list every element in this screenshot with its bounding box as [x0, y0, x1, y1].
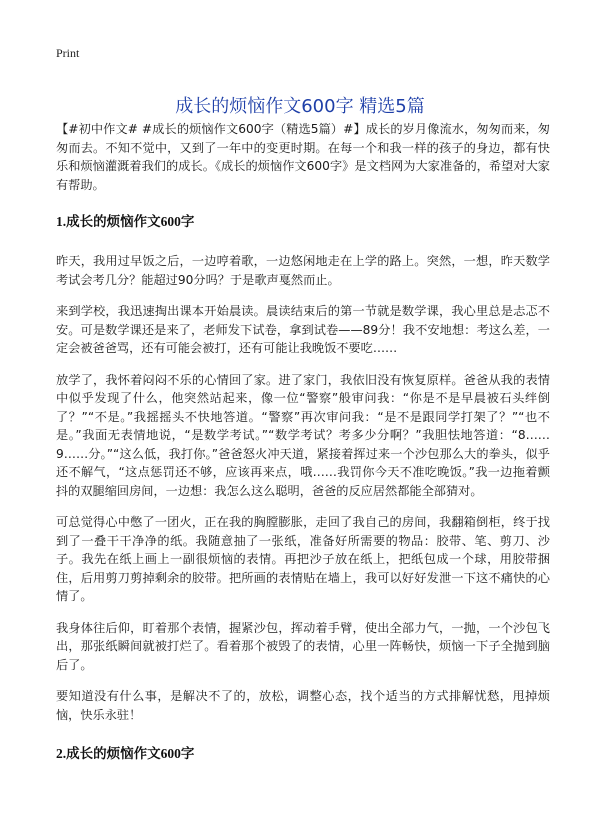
paragraph: 放学了，我怀着闷闷不乐的心情回了家。进了家门，我依旧没有恢复原样。爸爸从我的表情中似乎发现了什么，他突然站起来，像一位“警察”般审问我：“你是不是早晨被石头绊倒了？”“不是。”我摇摇头不快地答道。“警察”再次审问我：“是不是跟同学打架了？”“也不是。”我面无表情地说，“是数学考试。”“数学考试？考多少分啊？”我胆怯地答道：“8……9……分。”“这么低，我打你。”爸爸怒火冲天道，紧接着挥过来一个沙包那么大的拳头，似乎还不解气，“这点惩罚还不够，应该再来点，哦……我罚你今天不准吃晚饭。”我一边拖着颤抖的双腿缩回房间，一边想：我怎么这么聪明，爸爸的反应居然都能全部猜对。 — [56, 372, 550, 498]
paragraph: 昨天，我用过早饭之后，一边哼着歌，一边悠闲地走在上学的路上。突然，一想，昨天数学考试会考几分？能超过90分吗？于是歌声戛然而止。 — [56, 254, 550, 287]
print-link[interactable]: Print — [56, 46, 80, 60]
paragraph: 可总觉得心中憋了一团火，正在我的胸膛膨胀，走回了我自己的房间，我翻箱倒柜，终于找到了一叠干干净净的纸。我随意抽了一张纸，准备好所需要的物品：胶带、笔、剪刀、沙子。我先在纸上画上一副很烦恼的表情。再把沙子放在纸上，把纸包成一个球，用胶带捆住，后用剪刀剪掉剩余的胶带。把所画的表情贴在墙上，我可以好好发泄一下这不痛快的心情了。 — [56, 515, 550, 603]
section-heading-2: 2.成长的烦恼作文600字 — [56, 746, 195, 761]
section-heading-1: 1.成长的烦恼作文600字 — [56, 214, 195, 229]
intro-paragraph: 【#初中作文# #成长的烦恼作文600字（精选5篇）#】成长的岁月像流水，匆匆而来，匆匆而去。不知不觉中，又到了一年中的变更时期。在每一个和我一样的孩子的身边，都有快乐和烦恼灌溉着我们的成长。《成长的烦恼作文600字》是文档网为大家准备的，希望对大家有帮助。 — [56, 122, 550, 192]
paragraph: 来到学校，我迅速掏出课本开始晨读。晨读结束后的第一节就是数学课，我心里总是忐忑不安。可是数学课还是来了，老师发下试卷，拿到试卷——89分！我不安地想：考这么差，一定会被爸爸骂，还有可能会被打，还有可能让我晚饭不要吃…… — [56, 304, 550, 355]
page-title: 成长的烦恼作文600字 精选5篇 — [175, 96, 425, 118]
paragraph: 我身体往后仰，盯着那个表情，握紧沙包，挥动着手臂，使出全部力气，一抛，一个沙包飞出，那张纸瞬间就被打烂了。看着那个被毁了的表情，心里一阵畅快，烦恼一下子全抛到脑后了。 — [56, 620, 550, 672]
article-body — [56, 120, 550, 784]
paragraph: 要知道没有什么事，是解决不了的，放松，调整心态，找个适当的方式排解忧愁，甩掉烦恼，快乐永驻！ — [56, 689, 550, 722]
